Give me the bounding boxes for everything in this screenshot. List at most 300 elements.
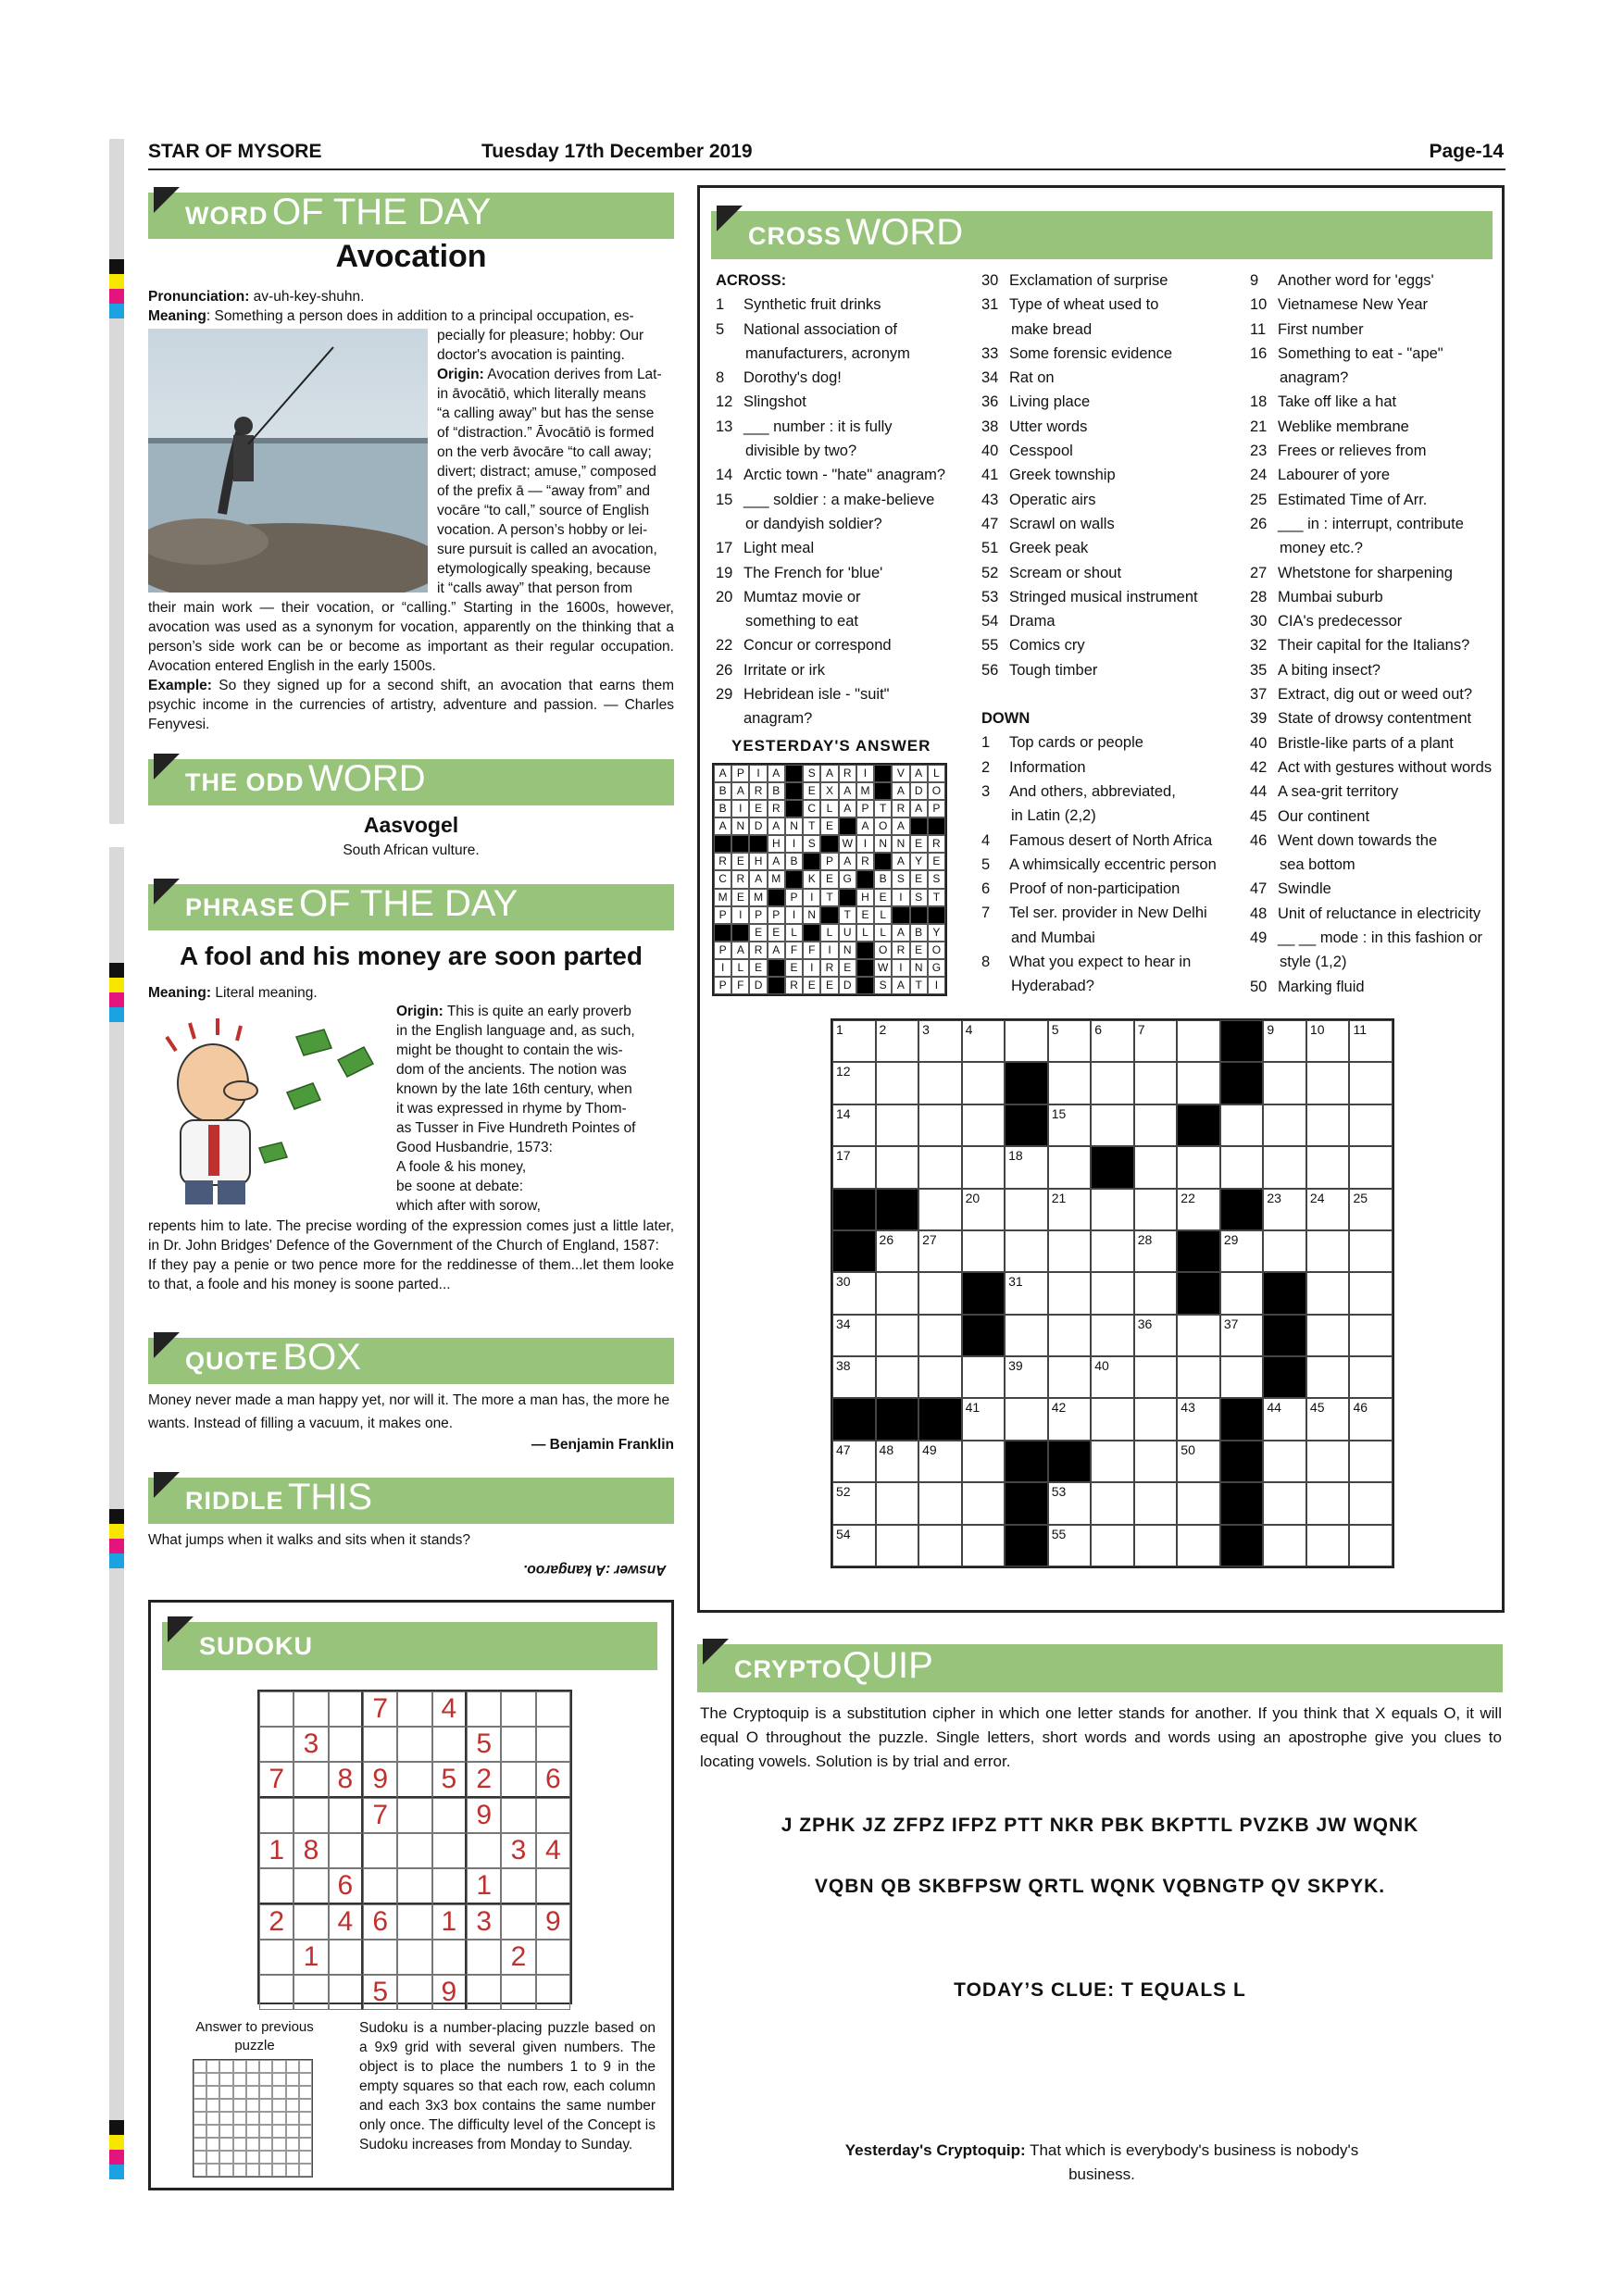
text-line: This is quite an early proverb [446, 1004, 631, 1019]
answer-letter: D [839, 977, 856, 994]
crossword-cell[interactable] [1177, 1356, 1220, 1398]
crossword-cell[interactable] [1134, 1104, 1178, 1146]
clue-number: 8 [981, 954, 991, 971]
crossword-cell[interactable] [1263, 1146, 1306, 1188]
clue-number: 30 [1250, 613, 1268, 630]
clue-number: 29 [716, 686, 733, 704]
meaning-text: : Something a person does in addition to a principal occupation, es- [206, 308, 634, 324]
crossword-cell[interactable] [1134, 1441, 1178, 1482]
sudoku-cell[interactable] [294, 1762, 328, 1798]
example-text: So they signed up for a second shift, an avocation that earns them psychic income in the currencies of artistry, adventure and passion. — Charles Fenyvesi. [148, 678, 674, 732]
crossword-cell[interactable] [1134, 1146, 1178, 1188]
sudoku-cell[interactable] [397, 1975, 431, 2010]
crossword-cell[interactable] [832, 1272, 876, 1314]
crossword-cell[interactable] [1349, 1104, 1393, 1146]
black-square [1048, 1441, 1092, 1482]
previous-sudoku-thumbnail [193, 2059, 313, 2177]
crossword-cell[interactable] [1306, 1020, 1350, 1062]
crossword-cell[interactable] [1263, 1482, 1306, 1524]
clue-text: Weblike membrane [1278, 418, 1409, 435]
crossword-cell[interactable] [876, 1525, 919, 1566]
answer-letter: E [928, 853, 945, 870]
sudoku-given: 8 [294, 1833, 328, 1868]
sudoku-cell[interactable] [397, 1691, 431, 1727]
crossword-cell[interactable] [918, 1315, 962, 1356]
crossword-cell[interactable] [1134, 1398, 1178, 1440]
crossword-cell[interactable] [1349, 1482, 1393, 1524]
sudoku-cell[interactable] [501, 1691, 535, 1727]
sudoku-cell[interactable] [467, 1940, 501, 1975]
crossword-cell[interactable] [1306, 1272, 1350, 1314]
sudoku-cell[interactable] [536, 1975, 570, 2010]
crossword-cell[interactable] [1306, 1356, 1350, 1398]
thumbnail-cell [206, 2099, 219, 2112]
crossword-cell[interactable] [1263, 1189, 1306, 1230]
crossword-cell[interactable] [918, 1482, 962, 1524]
sudoku-cell[interactable] [467, 1833, 501, 1868]
sudoku-cell[interactable] [397, 1868, 431, 1904]
crossword-cell[interactable] [832, 1315, 876, 1356]
clue-number: 26 [716, 661, 733, 679]
crossword-cell[interactable] [1134, 1230, 1178, 1272]
answer-letter: S [874, 977, 892, 994]
sudoku-cell[interactable] [536, 1940, 570, 1975]
crossword-cell[interactable] [1306, 1441, 1350, 1482]
sudoku-cell[interactable] [501, 1727, 535, 1762]
crossword-cell[interactable] [1005, 1356, 1048, 1398]
clue-number: 2 [879, 1022, 887, 1037]
clue-number: 5 [981, 855, 991, 873]
answer-letter: A [714, 765, 731, 782]
crossword-cell[interactable] [876, 1482, 919, 1524]
thumbnail-cell [194, 2086, 206, 2099]
answer-letter: A [910, 765, 928, 782]
clue-number: 28 [1137, 1231, 1153, 1247]
crossword-cell[interactable] [1091, 1020, 1134, 1062]
crossword-cell[interactable] [1048, 1062, 1092, 1104]
crossword-cell[interactable] [1005, 1146, 1048, 1188]
crossword-cell[interactable] [1005, 1020, 1048, 1062]
clue-item [981, 585, 1227, 609]
crossword-cell[interactable] [1177, 1315, 1220, 1356]
sudoku-cell[interactable] [536, 1798, 570, 1833]
sudoku-cell[interactable] [397, 1762, 431, 1798]
crossword-cell[interactable] [1005, 1189, 1048, 1230]
clue-number: 11 [1353, 1022, 1367, 1037]
answer-letter: I [785, 906, 803, 924]
band-label: QUIP [843, 1645, 933, 1686]
answer-letter: N [785, 817, 803, 835]
sudoku-cell[interactable] [294, 1868, 328, 1904]
crossword-cell[interactable] [1134, 1189, 1178, 1230]
color-registration-marks [109, 963, 124, 1022]
crossword-cell[interactable] [1048, 1482, 1092, 1524]
sudoku-cell[interactable] [259, 1727, 294, 1762]
clue-item [981, 609, 1227, 633]
crossword-cell[interactable] [1091, 1315, 1134, 1356]
clue-number [981, 318, 1009, 342]
sudoku-cell[interactable] [536, 1691, 570, 1727]
crossword-cell[interactable] [876, 1356, 919, 1398]
text-line: in the English language and, as such, [396, 1023, 635, 1039]
crossword-cell[interactable] [1091, 1482, 1134, 1524]
crossword-cell[interactable] [918, 1189, 962, 1230]
sudoku-cell[interactable] [536, 1727, 570, 1762]
clue-item [981, 366, 1227, 390]
crossword-cell[interactable] [1220, 1104, 1264, 1146]
answer-letter: S [910, 889, 928, 906]
clue-item [1250, 706, 1495, 730]
crossword-cell[interactable] [876, 1146, 919, 1188]
sudoku-cell[interactable] [397, 1727, 431, 1762]
clue-text: Type of wheat used to [1009, 296, 1159, 314]
crossword-cell[interactable] [1091, 1398, 1134, 1440]
crossword-cell[interactable] [876, 1315, 919, 1356]
crossword-cell[interactable] [1220, 1356, 1264, 1398]
sudoku-cell[interactable] [397, 1833, 431, 1868]
crossword-cell[interactable] [1220, 1230, 1264, 1272]
crossword-cell[interactable] [918, 1525, 962, 1566]
clue-text: Extract, dig out or weed out? [1278, 686, 1473, 704]
crossword-cell[interactable] [1091, 1441, 1134, 1482]
sudoku-cell[interactable] [329, 1727, 363, 1762]
crossword-cell[interactable] [1349, 1020, 1393, 1062]
crossword-cell[interactable] [918, 1230, 962, 1272]
yesterday-answer-label: YESTERDAY'S ANSWER [731, 737, 931, 755]
crossword-cell[interactable] [876, 1230, 919, 1272]
crossword-cell[interactable] [1306, 1146, 1350, 1188]
black-square [856, 870, 874, 888]
crossword-cell[interactable] [1306, 1062, 1350, 1104]
crossword-cell[interactable] [1349, 1146, 1393, 1188]
clue-number: 24 [1309, 1190, 1325, 1205]
thumbnail-cell [219, 2164, 232, 2177]
crossword-cell[interactable] [1048, 1146, 1092, 1188]
crossword-cell[interactable] [1306, 1104, 1350, 1146]
sudoku-cell[interactable] [329, 1798, 363, 1833]
crossword-cell[interactable] [1091, 1189, 1134, 1230]
sudoku-cell[interactable] [294, 1798, 328, 1833]
clue-number: 38 [836, 1358, 851, 1374]
crossword-cell[interactable] [1349, 1272, 1393, 1314]
thumbnail-cell [246, 2086, 259, 2099]
sudoku-cell[interactable] [294, 1691, 328, 1727]
crossword-cell[interactable] [1134, 1482, 1178, 1524]
crossword-cell[interactable] [918, 1441, 962, 1482]
clue-number: 37 [1223, 1316, 1239, 1331]
sudoku-cell[interactable] [501, 1868, 535, 1904]
crossword-cell[interactable] [1306, 1315, 1350, 1356]
crossword-cell[interactable] [962, 1482, 1006, 1524]
crossword-cell[interactable] [962, 1104, 1006, 1146]
cryptoquip-line-2: VQBN QB SKBFPSW QRTL WQNK VQBNGTP QV SKPYK. [814, 1876, 1386, 1897]
sudoku-cell[interactable] [397, 1940, 431, 1975]
clue-number: 37 [1250, 686, 1268, 704]
crossword-cell[interactable] [1048, 1356, 1092, 1398]
clue-number: 47 [1250, 880, 1268, 898]
crossword-cell[interactable] [1091, 1272, 1134, 1314]
crossword-cell[interactable] [1134, 1315, 1178, 1356]
crossword-cell[interactable] [1134, 1272, 1178, 1314]
clue-number [1250, 536, 1278, 560]
crossword-cell[interactable] [1263, 1062, 1306, 1104]
clue-number: 1 [836, 1022, 843, 1037]
crossword-cell[interactable] [1220, 1272, 1264, 1314]
sudoku-cell[interactable] [259, 1940, 294, 1975]
crossword-cell[interactable] [832, 1020, 876, 1062]
crossword-cell[interactable] [962, 1441, 1006, 1482]
crossword-cell[interactable] [1048, 1272, 1092, 1314]
clue-text: Famous desert of North Africa [1009, 831, 1213, 849]
clue-text: divisible by two? [745, 443, 857, 460]
sudoku-cell[interactable] [501, 1975, 535, 2010]
sudoku-cell[interactable] [363, 1833, 397, 1868]
crossword-cell[interactable] [1349, 1441, 1393, 1482]
crossword-cell[interactable] [1134, 1020, 1178, 1062]
crossword-cell[interactable] [918, 1104, 962, 1146]
crossword-cell[interactable] [1177, 1189, 1220, 1230]
clue-number [981, 974, 1009, 998]
crossword-cell[interactable] [1177, 1020, 1220, 1062]
clue-text: Concur or correspond [743, 637, 892, 655]
yesterday-grid [712, 763, 947, 996]
sudoku-cell[interactable] [329, 1691, 363, 1727]
crossword-cell[interactable] [832, 1525, 876, 1566]
sudoku-cell[interactable] [329, 1833, 363, 1868]
crossword-cell[interactable] [962, 1230, 1006, 1272]
crossword-cell[interactable] [832, 1146, 876, 1188]
sudoku-cell[interactable] [259, 1868, 294, 1904]
sudoku-cell[interactable] [363, 1940, 397, 1975]
thumbnail-cell [194, 2164, 206, 2177]
answer-letter: R [749, 942, 767, 959]
sudoku-cell[interactable] [432, 1833, 467, 1868]
crossword-cell[interactable] [1134, 1525, 1178, 1566]
crossword-cell[interactable] [1005, 1398, 1048, 1440]
crossword-cell[interactable] [1349, 1230, 1393, 1272]
sudoku-cell[interactable] [259, 1798, 294, 1833]
crossword-cell[interactable] [962, 1356, 1006, 1398]
sudoku-cell[interactable] [432, 1940, 467, 1975]
crossword-cell[interactable] [1263, 1020, 1306, 1062]
sudoku-cell[interactable] [467, 1691, 501, 1727]
crossword-cell[interactable] [1177, 1062, 1220, 1104]
crossword-cell[interactable] [832, 1356, 876, 1398]
crossword-cell[interactable] [1306, 1398, 1350, 1440]
answer-letter: H [749, 853, 767, 870]
crossword-cell[interactable] [1005, 1272, 1048, 1314]
clue-item [981, 512, 1227, 536]
crossword-cell[interactable] [1091, 1062, 1134, 1104]
crossword-cell[interactable] [1177, 1525, 1220, 1566]
crossword-cell[interactable] [1091, 1230, 1134, 1272]
band-label: THIS [287, 1477, 373, 1517]
crossword-cell[interactable] [1263, 1104, 1306, 1146]
crossword-cell[interactable] [918, 1062, 962, 1104]
band-label: PHRASE [185, 893, 295, 921]
crossword-cell[interactable] [832, 1104, 876, 1146]
answer-letter: I [892, 959, 909, 977]
band-label: QUOTE [185, 1347, 280, 1375]
crossword-cell[interactable] [832, 1482, 876, 1524]
crossword-cell[interactable] [1048, 1525, 1092, 1566]
crossword-cell[interactable] [876, 1272, 919, 1314]
crossword-cell[interactable] [1177, 1482, 1220, 1524]
paper-name: STAR OF MYSORE [148, 141, 322, 162]
sudoku-cell[interactable] [259, 1691, 294, 1727]
crossword-cell[interactable] [1177, 1441, 1220, 1482]
black-square [874, 853, 892, 870]
crossword-cell[interactable] [1177, 1146, 1220, 1188]
answer-letter: E [768, 924, 785, 942]
crossword-cell[interactable] [1005, 1315, 1048, 1356]
sudoku-cell[interactable] [329, 1940, 363, 1975]
sudoku-cell[interactable] [259, 1975, 294, 2010]
clue-text: Another word for 'eggs' [1278, 272, 1434, 289]
black-square [1263, 1315, 1306, 1356]
clue-number: 52 [981, 564, 999, 581]
crossword-cell[interactable] [962, 1062, 1006, 1104]
crossword-cell[interactable] [962, 1398, 1006, 1440]
black-square [962, 1272, 1006, 1314]
black-square [832, 1398, 876, 1440]
clue-number: 26 [879, 1231, 894, 1247]
crossword-cell[interactable] [1048, 1020, 1092, 1062]
crossword-cell[interactable] [1349, 1315, 1393, 1356]
answer-letter: A [892, 817, 909, 835]
sudoku-cell[interactable] [432, 1798, 467, 1833]
black-square [1005, 1062, 1048, 1104]
crossword-cell[interactable] [876, 1441, 919, 1482]
answer-letter: N [803, 906, 820, 924]
crossword-cell[interactable] [1091, 1525, 1134, 1566]
crossword-cell[interactable] [832, 1441, 876, 1482]
crossword-cell[interactable] [962, 1020, 1006, 1062]
answer-letter: S [892, 870, 909, 888]
clue-text: and Mumbai [1011, 929, 1095, 946]
odd-word-band [148, 759, 674, 805]
sudoku-cell[interactable] [467, 1975, 501, 2010]
sudoku-cell[interactable] [501, 1798, 535, 1833]
crossword-cell[interactable] [1349, 1398, 1393, 1440]
clue-text: Labourer of yore [1278, 467, 1391, 484]
black-square [785, 782, 803, 800]
crossword-cell[interactable] [1091, 1104, 1134, 1146]
clue-item [981, 318, 1227, 342]
sudoku-cell[interactable] [363, 1868, 397, 1904]
clue-item [981, 926, 1227, 950]
clue-item [1250, 658, 1495, 682]
sudoku-given: 5 [467, 1727, 501, 1762]
sudoku-cell[interactable] [432, 1727, 467, 1762]
sudoku-cell[interactable] [501, 1762, 535, 1798]
thumbnail-cell [259, 2073, 272, 2086]
crossword-cell[interactable] [918, 1272, 962, 1314]
answer-letter: F [731, 977, 749, 994]
crossword-cell[interactable] [1349, 1356, 1393, 1398]
crossword-cell[interactable] [1048, 1398, 1092, 1440]
thumbnail-cell [206, 2060, 219, 2073]
answer-letter: E [803, 782, 820, 800]
answer-letter: H [856, 889, 874, 906]
sudoku-cell[interactable] [536, 1868, 570, 1904]
sudoku-given: 3 [467, 1904, 501, 1940]
answer-letter: L [928, 765, 945, 782]
crossword-cell[interactable] [1134, 1356, 1178, 1398]
crossword-cell[interactable] [876, 1062, 919, 1104]
crossword-cell[interactable] [1263, 1398, 1306, 1440]
sudoku-cell[interactable] [294, 1975, 328, 2010]
crossword-cell[interactable] [1220, 1146, 1264, 1188]
crossword-cell[interactable] [1349, 1189, 1393, 1230]
crossword-cell[interactable] [1048, 1230, 1092, 1272]
crossword-cell[interactable] [832, 1062, 876, 1104]
crossword-cell[interactable] [962, 1146, 1006, 1188]
crossword-cell[interactable] [962, 1189, 1006, 1230]
crossword-cell[interactable] [918, 1146, 962, 1188]
crossword-cell[interactable] [962, 1525, 1006, 1566]
crossword-cell[interactable] [1177, 1398, 1220, 1440]
crossword-cell[interactable] [1048, 1104, 1092, 1146]
black-square [1220, 1189, 1264, 1230]
sudoku-cell[interactable] [432, 1868, 467, 1904]
black-square [1220, 1398, 1264, 1440]
black-square [714, 924, 731, 942]
crossword-cell[interactable] [1349, 1525, 1393, 1566]
crossword-cell[interactable] [1048, 1315, 1092, 1356]
crossword-cell[interactable] [1263, 1525, 1306, 1566]
clue-number: 47 [981, 515, 999, 532]
crossword-cell[interactable] [1306, 1482, 1350, 1524]
clue-text: Tel ser. provider in New Delhi [1009, 905, 1207, 922]
answer-letter: A [892, 924, 909, 942]
crossword-cell[interactable] [876, 1020, 919, 1062]
crossword-cell[interactable] [1263, 1441, 1306, 1482]
crossword-cell[interactable] [1306, 1189, 1350, 1230]
crossword-cell[interactable] [1220, 1315, 1264, 1356]
crossword-cell[interactable] [1091, 1356, 1134, 1398]
clue-number: 44 [1250, 783, 1268, 801]
crossword-cell[interactable] [1263, 1230, 1306, 1272]
crossword-cell[interactable] [1134, 1062, 1178, 1104]
black-square [1005, 1525, 1048, 1566]
sudoku-cell[interactable] [397, 1904, 431, 1940]
crossword-cell[interactable] [1306, 1230, 1350, 1272]
crossword-cell[interactable] [1349, 1062, 1393, 1104]
crossword-cell[interactable] [1306, 1525, 1350, 1566]
clue-item [981, 415, 1227, 439]
crossword-cell[interactable] [918, 1356, 962, 1398]
crossword-cell[interactable] [1005, 1230, 1048, 1272]
sudoku-cell[interactable] [501, 1904, 535, 1940]
corner-marker-icon [717, 206, 743, 231]
crossword-cell[interactable] [918, 1020, 962, 1062]
answer-letter: R [856, 853, 874, 870]
crossword-cell[interactable] [1048, 1189, 1092, 1230]
crossword-cell[interactable] [876, 1104, 919, 1146]
thumbnail-cell [259, 2060, 272, 2073]
answer-letter: N [874, 835, 892, 853]
clue-number: 16 [1250, 344, 1268, 362]
clue-item [1250, 585, 1495, 609]
clue-item [1250, 755, 1495, 780]
sudoku-cell[interactable] [329, 1975, 363, 2010]
color-registration-marks [109, 1509, 124, 1568]
sudoku-cell[interactable] [397, 1798, 431, 1833]
sudoku-cell[interactable] [294, 1904, 328, 1940]
answer-letter: M [768, 870, 785, 888]
sudoku-cell[interactable] [363, 1727, 397, 1762]
